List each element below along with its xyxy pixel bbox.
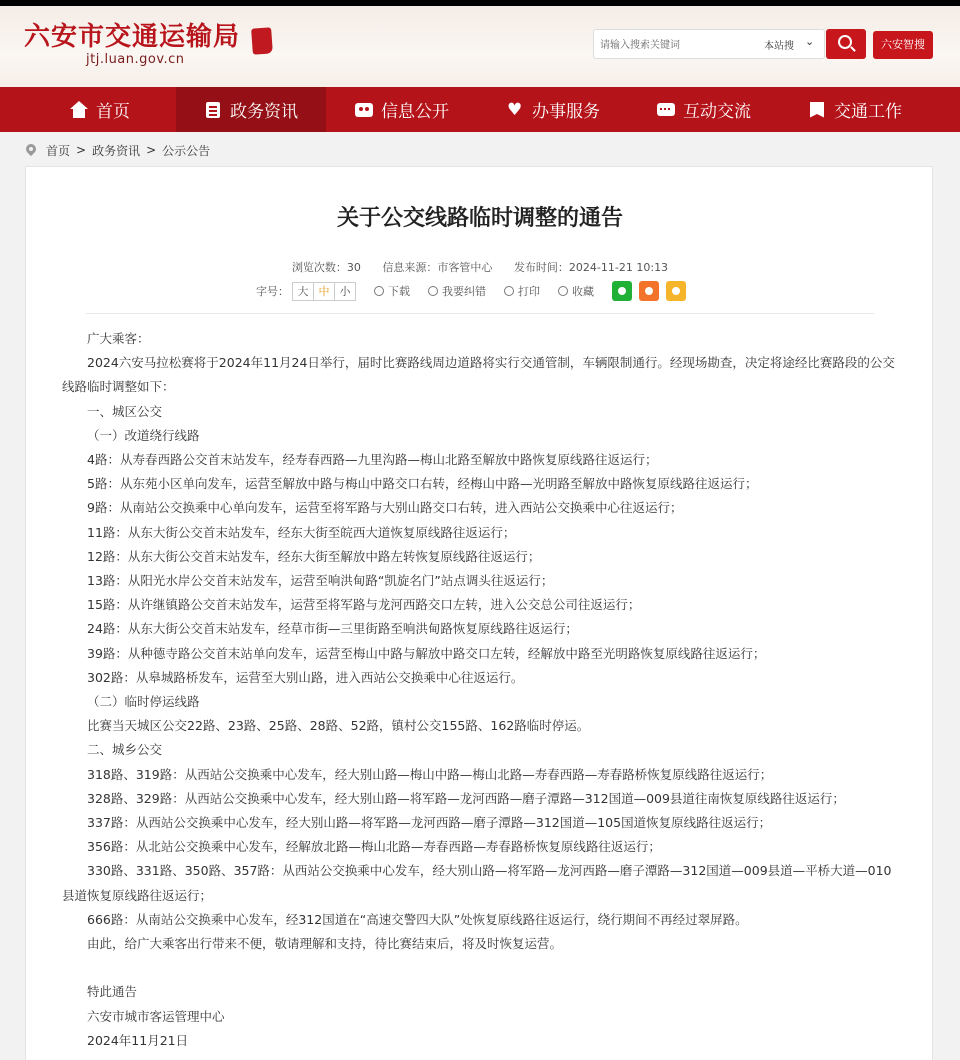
favorite-share-icon[interactable] bbox=[666, 281, 686, 301]
breadcrumb: 首页 > 政务资讯 > 公示公告 bbox=[26, 141, 210, 159]
nav-item-label: 交通工作 bbox=[834, 102, 902, 122]
paragraph: 13路：从阳光水岸公交首末站发车，运营至响洪甸路“凯旋名门”站点调头往返运行； bbox=[87, 573, 554, 589]
paragraph: 337路：从西站公交换乘中心发车，经大别山路—将军路—龙河西路—磨子潭路—312国道—105国道恢复原线路往返运行； bbox=[87, 815, 772, 831]
article-title: 关于公交线路临时调整的通告 bbox=[336, 206, 623, 231]
paragraph: 15路：从许继镇路公交首末站发车，运营至将军路与龙河西路交口左转，进入公交总公司往返运行； bbox=[87, 597, 641, 613]
publish-time: 发布时间：2024-11-21 10:13 bbox=[513, 261, 669, 274]
issuer: 六安市城市客运管理中心 bbox=[87, 1008, 225, 1024]
issue-date: 2024年11月21日 bbox=[87, 1032, 189, 1048]
paragraph bbox=[62, 956, 900, 980]
search-scope-select[interactable]: 本站搜 bbox=[764, 41, 794, 52]
search-button[interactable] bbox=[826, 29, 866, 59]
site-title[interactable]: 六安市交通运输局 bbox=[24, 22, 241, 52]
paragraph: 356路：从北站公交换乘中心发车，经解放北路—梅山北路—寿春西路—寿春路桥恢复原线路往返运行； bbox=[87, 839, 661, 855]
smart-search-button[interactable]: 六安智搜 bbox=[873, 31, 933, 59]
paragraph: 广大乘客： bbox=[87, 331, 150, 346]
nav-item-home[interactable] bbox=[25, 87, 175, 132]
search-input[interactable] bbox=[600, 35, 750, 55]
paragraph: 比赛当天城区公交22路、23路、25路、28路、52路，镇村公交155路、162路临时停运。 bbox=[87, 718, 590, 734]
nav-item-label: 信息公开 bbox=[381, 102, 449, 122]
download-button[interactable]: 下载 bbox=[374, 283, 410, 299]
nav-item-label: 办事服务 bbox=[532, 102, 600, 122]
info-icon bbox=[355, 101, 373, 119]
paragraph: 11路：从东大街公交首末站发车，经东大街至皖西大道恢复原线路往返运行； bbox=[87, 524, 516, 540]
weibo-share-icon[interactable] bbox=[639, 281, 659, 301]
paragraph: 一、城区公交 bbox=[87, 403, 163, 419]
paragraph: 39路：从种德寺路公交首末站单向发车，运营至梅山中路与解放中路交口左转，经解放中路至光明路恢复原线路往返运行； bbox=[87, 645, 766, 661]
paragraph: 4路：从寿春西路公交首末站发车，经寿春西路—九里沟路—梅山北路至解放中路恢复原线路往返运行； bbox=[87, 452, 658, 468]
font-size-label: 字号： bbox=[256, 285, 289, 298]
star-icon bbox=[558, 286, 568, 296]
article-meta bbox=[26, 259, 934, 275]
view-count: 浏览次数：30 bbox=[291, 261, 361, 274]
chat-icon bbox=[657, 101, 675, 119]
paragraph: 由此，给广大乘客出行带来不便，敬请理解和支持，待比赛结束后，将及时恢复运营。 bbox=[87, 936, 563, 952]
report-error-button[interactable]: 我要纠错 bbox=[428, 283, 486, 299]
closing-line: 特此通告 bbox=[87, 984, 138, 1000]
favorite-button[interactable]: 收藏 bbox=[558, 283, 594, 299]
wechat-share-icon[interactable] bbox=[612, 281, 632, 301]
nav-item-disclosure[interactable] bbox=[327, 87, 477, 132]
article-body bbox=[62, 327, 900, 1053]
heart-icon: ♥ bbox=[507, 99, 523, 120]
breadcrumb-home[interactable]: 首页 bbox=[46, 143, 71, 158]
site-url[interactable]: jtj.luan.gov.cn bbox=[86, 52, 185, 67]
paragraph: 24路：从东大街公交首末站发车，经草市街—三里街路至响洪甸路恢复原线路往返运行； bbox=[87, 621, 578, 637]
nav-item-services[interactable] bbox=[478, 87, 628, 132]
divider bbox=[86, 313, 874, 314]
paragraph: 9路：从南站公交换乘中心单向发车，运营至将军路与大别山路交口右转，进入西站公交换乘中心往返运行； bbox=[87, 500, 683, 516]
flag-icon bbox=[808, 101, 826, 119]
document-icon bbox=[204, 101, 222, 119]
search-box bbox=[593, 29, 825, 59]
paragraph: 二、城乡公交 bbox=[87, 742, 163, 758]
location-pin-icon bbox=[26, 144, 36, 156]
info-source: 信息来源：市客管中心 bbox=[382, 261, 493, 274]
paragraph: 12路：从东大街公交首末站发车，经东大街至解放中路左转恢复原线路往返运行； bbox=[87, 548, 541, 564]
nav-item-label: 政务资讯 bbox=[230, 102, 298, 122]
nav-item-transport-work[interactable] bbox=[780, 87, 930, 132]
nav-item-label: 首页 bbox=[96, 102, 130, 122]
printer-icon bbox=[504, 286, 514, 296]
main-nav bbox=[0, 87, 960, 132]
paragraph: 318路、319路：从西站公交换乘中心发车，经大别山路—梅山中路—梅山北路—寿春西路—寿春路桥恢复原线路往返运行； bbox=[87, 766, 773, 782]
home-icon bbox=[70, 101, 88, 119]
font-size-large[interactable]: 大 bbox=[292, 282, 314, 301]
chevron-down-icon[interactable]: ⌄ bbox=[805, 35, 815, 48]
font-size-small[interactable]: 小 bbox=[334, 282, 356, 301]
paragraph: 2024六安马拉松赛将于2024年11月24日举行，届时比赛路线周边道路将实行交通管制，车辆限制通行。经现场勘查，决定将途经比赛路段的公交线路临时调整如下： bbox=[62, 355, 895, 395]
breadcrumb-news[interactable]: 政务资讯 bbox=[92, 143, 141, 158]
nav-item-label: 互动交流 bbox=[683, 102, 751, 122]
paragraph: 302路：从皋城路桥发车，运营至大别山路，进入西站公交换乘中心往返运行。 bbox=[87, 669, 524, 685]
paragraph: 5路：从东苑小区单向发车，运营至解放中路与梅山中路交口右转，经梅山中路—光明路至解放中路恢复原线路往返运行； bbox=[87, 476, 758, 492]
font-size-medium[interactable]: 中 bbox=[313, 282, 335, 301]
seal-logo-icon bbox=[251, 27, 273, 54]
paragraph: （一）改道绕行线路 bbox=[87, 427, 200, 443]
site-header bbox=[0, 6, 960, 87]
paragraph: 666路：从南站公交换乘中心发车，经312国道在“高速交警四大队”处恢复原线路往返运行，绕行期间不再经过翠屏路。 bbox=[87, 911, 748, 927]
paragraph: 330路、331路、350路、357路：从西站公交换乘中心发车，经大别山路—将军路—龙河西路—磨子潭路—312国道—009县道—平桥大道—010县道恢复原线路往返运行； bbox=[62, 863, 892, 903]
breadcrumb-notices[interactable]: 公示公告 bbox=[162, 143, 211, 158]
download-icon bbox=[374, 286, 384, 296]
article-card bbox=[25, 166, 933, 1060]
paragraph: 328路、329路：从西站公交换乘中心发车，经大别山路—将军路—龙河西路—磨子潭路—312国道—009县道往南恢复原线路往返运行； bbox=[87, 790, 845, 806]
nav-item-interaction[interactable] bbox=[629, 87, 779, 132]
magnifier-icon bbox=[428, 286, 438, 296]
article-toolbar bbox=[256, 280, 686, 302]
nav-item-news[interactable] bbox=[176, 87, 326, 132]
print-button[interactable]: 打印 bbox=[504, 283, 540, 299]
paragraph: （二）临时停运线路 bbox=[87, 694, 200, 710]
